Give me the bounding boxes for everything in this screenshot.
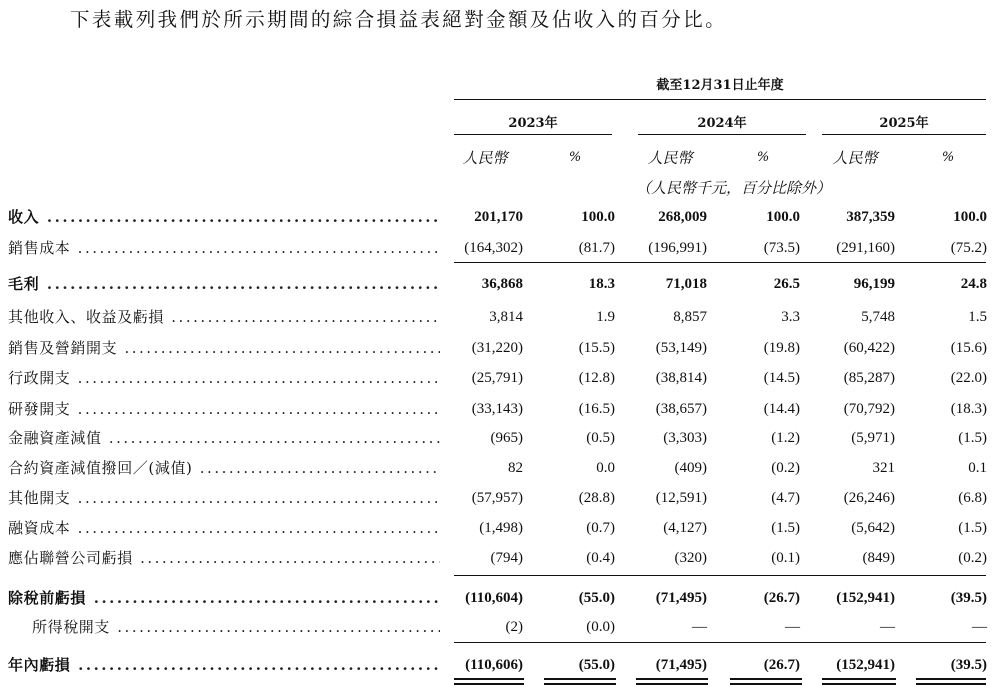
currency-label-2024: 人民幣 [647,149,693,167]
percent-cell: (14.4) [763,401,800,417]
amount-cell: 3,814 [489,309,523,325]
amount-cell: 82 [508,460,523,476]
amount-cell: (5,642) [851,520,895,536]
amount-cell: (38,814) [655,370,707,386]
table-row [0,234,1000,262]
double-rule-c5-b [916,683,986,685]
table-row [0,651,1000,679]
period-caption: 截至12月31日止年度 [656,78,784,93]
double-rule-c3-a [730,678,802,680]
period-rule [454,99,986,100]
net-loss-rule [454,642,986,643]
percent-cell: 1.9 [596,309,615,325]
percent-cell: (81.7) [578,240,615,256]
percent-cell: (55.0) [578,657,615,673]
percent-cell: (0.2) [771,460,800,476]
amount-cell: 5,748 [861,309,895,325]
amount-cell: (164,302) [464,240,523,256]
percent-cell: (55.0) [578,590,615,606]
row-label: 研發開支 ..... [8,395,440,423]
percent-cell: (12.8) [578,370,615,386]
amount-cell: — [880,619,895,635]
table-row [0,270,1000,298]
unit-note: （人民幣千元，百分比除外） [636,179,832,197]
row-label: 年內虧損 ..... [8,651,440,679]
table-row [0,424,1000,452]
amount-cell: (152,941) [836,590,895,606]
amount-cell: 268,009 [658,209,707,225]
amount-cell: (110,604) [465,590,523,606]
row-label: 銷售及營銷開支 ..... [8,334,440,362]
percent-cell: (0.5) [586,430,615,446]
currency-label-2023: 人民幣 [462,149,508,167]
amount-cell: (60,422) [843,340,895,356]
table-row [0,613,1000,641]
percent-cell: (0.2) [958,550,987,566]
row-label: 毛利 ..... [8,270,440,298]
table-row [0,303,1000,331]
row-label: 合約資產減值撥回／(減值) ..... [8,454,440,482]
amount-cell: 387,359 [846,209,895,225]
table-row [0,364,1000,392]
amount-cell: (70,792) [843,401,895,417]
percent-cell: (39.5) [950,657,987,673]
gross-profit-rule [454,262,986,263]
amount-cell: — [692,619,707,635]
amount-cell: 36,868 [481,276,523,292]
row-label: 其他開支 ..... [8,484,440,512]
percent-cell: — [785,619,800,635]
double-rule-c1-b [544,683,616,685]
pretax-rule [454,575,986,576]
percent-cell: (19.8) [763,340,800,356]
amount-cell: (110,606) [465,657,523,673]
amount-cell: (196,991) [648,240,707,256]
amount-cell: (57,957) [471,490,523,506]
amount-cell: (38,657) [655,401,707,417]
amount-cell: (25,791) [471,370,523,386]
percent-cell: (73.5) [763,240,800,256]
amount-cell: (320) [674,550,707,566]
percent-cell: (0.4) [586,550,615,566]
percent-label-2025: % [941,150,955,165]
percent-cell: — [972,619,987,635]
percent-cell: 26.5 [773,276,800,292]
percent-cell: (0.1) [771,550,800,566]
amount-cell: (85,287) [843,370,895,386]
percent-cell: 100.0 [581,209,615,225]
amount-cell: (1,498) [479,520,523,536]
amount-cell: (849) [862,550,895,566]
percent-cell: 24.8 [960,276,987,292]
amount-cell: (53,149) [655,340,707,356]
percent-cell: (18.3) [950,401,987,417]
amount-cell: (12,591) [655,490,707,506]
intro-text: 下表載列我們於所示期間的綜合損益表絕對金額及佔收入的百分比。 [70,8,728,31]
table-row [0,514,1000,542]
percent-cell: (14.5) [763,370,800,386]
amount-cell: 96,199 [853,276,895,292]
amount-cell: (71,495) [655,657,707,673]
row-label: 除稅前虧損 ..... [8,584,440,612]
amount-cell: 71,018 [665,276,707,292]
double-rule-c2-a [636,678,708,680]
row-label: 金融資產減值 ..... [8,424,440,452]
table-row [0,544,1000,572]
row-label: 銷售成本 ..... [8,234,440,262]
table-row [0,395,1000,423]
amount-cell: (5,971) [851,430,895,446]
double-rule-c3-b [730,683,802,685]
year-2023-rule [454,134,612,135]
percent-cell: (26.7) [763,590,800,606]
amount-cell: 8,857 [673,309,707,325]
double-rule-c4-a [822,678,896,680]
percent-cell: (1.5) [958,430,987,446]
amount-cell: (3,303) [663,430,707,446]
year-2024-heading: 2024年 [697,116,747,131]
year-2023-heading: 2023年 [508,116,558,131]
percent-cell: (1.5) [771,520,800,536]
double-rule-c1-a [544,678,616,680]
table-row [0,484,1000,512]
percent-cell: (1.2) [771,430,800,446]
amount-cell: 321 [872,460,895,476]
amount-cell: (2) [505,619,523,635]
percent-cell: (22.0) [950,370,987,386]
amount-cell: (965) [490,430,523,446]
percent-cell: (4.7) [771,490,800,506]
percent-cell: (39.5) [950,590,987,606]
percent-cell: (6.8) [958,490,987,506]
percent-cell: 0.1 [968,460,987,476]
year-2025-rule [822,134,986,135]
amount-cell: (26,246) [843,490,895,506]
row-label: 其他收入、收益及虧損 ..... [8,303,440,331]
amount-cell: (4,127) [663,520,707,536]
amount-cell: (31,220) [471,340,523,356]
percent-cell: (28.8) [578,490,615,506]
row-label: 收入 ..... [8,203,440,231]
percent-cell: 18.3 [588,276,615,292]
percent-cell: (75.2) [950,240,987,256]
double-rule-c5-a [916,678,986,680]
row-label: 應佔聯營公司虧損 ..... [8,544,440,572]
percent-cell: (26.7) [763,657,800,673]
percent-cell: (0.7) [586,520,615,536]
amount-cell: (794) [490,550,523,566]
year-2024-rule [638,134,806,135]
percent-cell: (15.5) [578,340,615,356]
row-label: 融資成本 ..... [8,514,440,542]
amount-cell: (152,941) [836,657,895,673]
row-label: 行政開支 ..... [8,364,440,392]
percent-cell: (1.5) [958,520,987,536]
amount-cell: (71,495) [655,590,707,606]
percent-cell: 0.0 [596,460,615,476]
percent-cell: 1.5 [968,309,987,325]
double-rule-c2-b [636,683,708,685]
table-row [0,334,1000,362]
percent-label-2024: % [756,150,770,165]
percent-cell: 100.0 [953,209,987,225]
percent-cell: 3.3 [781,309,800,325]
percent-label-2023: % [568,150,582,165]
double-rule-c0-b [454,683,524,685]
percent-cell: (16.5) [578,401,615,417]
percent-cell: 100.0 [766,209,800,225]
currency-label-2025: 人民幣 [832,149,878,167]
row-label: 所得稅開支 ..... [32,613,440,641]
double-rule-c0-a [454,678,524,680]
table-row [0,584,1000,612]
table-row [0,203,1000,231]
double-rule-c4-b [822,683,896,685]
amount-cell: (291,160) [836,240,895,256]
percent-cell: (15.6) [950,340,987,356]
table-row [0,454,1000,482]
percent-cell: (0.0) [586,619,615,635]
amount-cell: (33,143) [471,401,523,417]
amount-cell: 201,170 [474,209,523,225]
year-2025-heading: 2025年 [879,116,929,131]
amount-cell: (409) [674,460,707,476]
